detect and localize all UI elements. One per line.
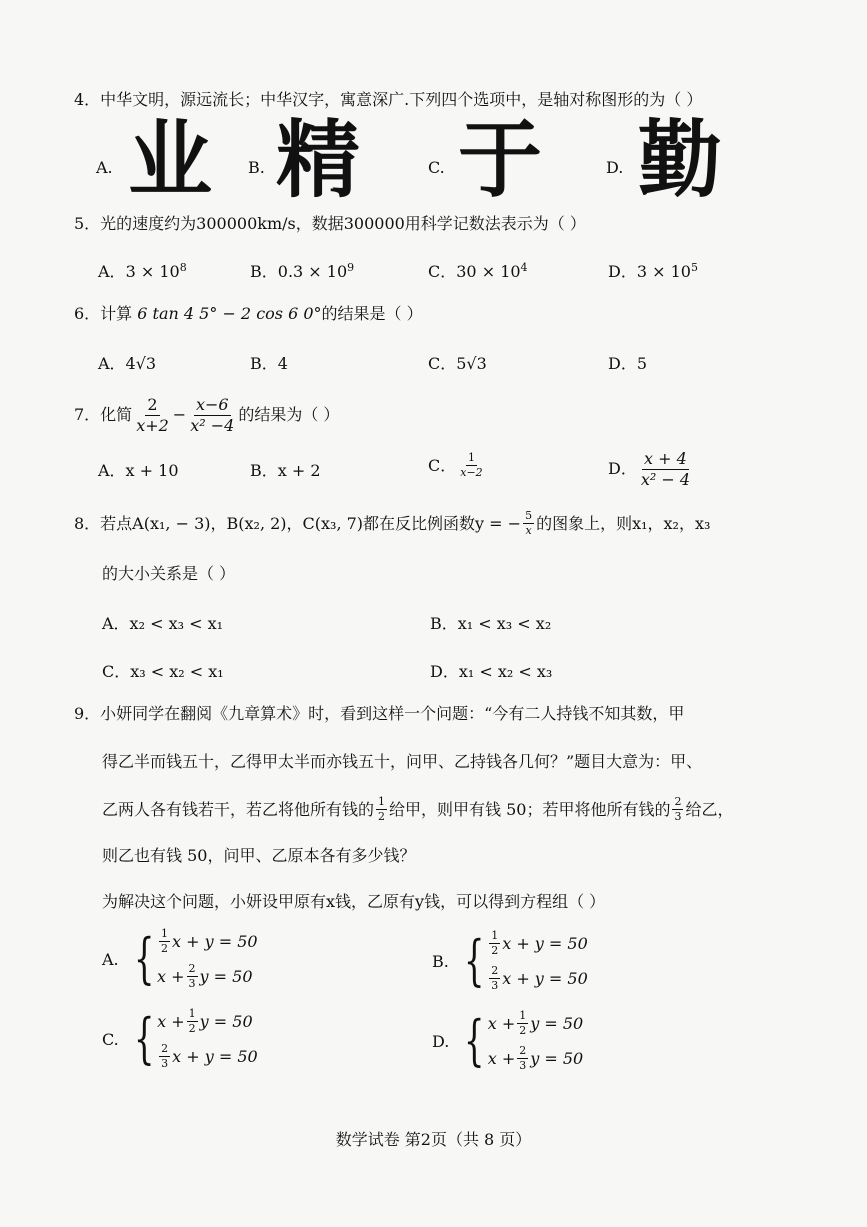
q6-option-d: D．5	[608, 354, 648, 373]
q4-option-a-char: 业	[128, 111, 213, 209]
q5-option-d: D．$3 \times 10^5$	[608, 261, 698, 281]
q4-option-c-char: 于	[458, 111, 543, 209]
q7-option-b: B．x + 2	[250, 461, 321, 480]
q9-option-c: C. { x + $\frac{1}{2}$ y = 50 2 3 x + y = 50	[102, 1007, 258, 1071]
q7-option-c: C． 1 x−2	[428, 451, 483, 480]
q6-option-c: C．5√3	[428, 354, 487, 373]
q9-line2: 得乙半而钱五十，乙得甲太半而亦钱五十，问甲、乙持钱各几何？”题目大意为：甲、	[102, 752, 703, 771]
q8-stem-line2: 的大小关系是（ ）	[102, 564, 236, 583]
q9-line4: 则乙也有钱 50，问甲、乙原本各有多少钱？	[102, 846, 416, 865]
q9-option-d: D. { x + $\frac{1}{2}$ y = 50 x + $\frac{2}{3}$ y = 50	[432, 1009, 584, 1073]
q9-option-a: A. { 1 2 x + y = 50 x + $\frac{2}{3}$ y = 50	[102, 927, 258, 991]
q6-stem: 6．计算 6 tan 4 5° − 2 cos 6 0°的结果是（ ）	[74, 304, 423, 323]
q9-line5: 为解决这个问题，小妍设甲原有x钱，乙原有y钱，可以得到方程组（ ）	[102, 892, 606, 911]
q7-fraction-2: $\frac{x-6}{\text{x² −4}}$	[190, 395, 235, 435]
q5-stem: 5．光的速度约为300000km/s，数据300000用科学记数法表示为（ ）	[74, 214, 586, 233]
q6-option-a: A．4√3	[98, 354, 157, 373]
q8-option-d: D．x₁ < x₂ < x₃	[430, 662, 553, 681]
q9-line3: 乙两人各有钱若干，若乙将他所有钱的 1 2 给甲，则甲有钱 50；若甲将他所有钱的 2 3 给乙，	[102, 795, 734, 824]
page-footer: 数学试卷 第2页（共 8 页）	[335, 1130, 532, 1149]
q9-line1: 9．小妍同学在翻阅《九章算术》时，看到这样一个问题：“今有二人持钱不知其数，甲	[74, 704, 685, 723]
q5-option-c: C．$30 \times 10^4$	[428, 261, 528, 281]
q8-option-a: A．x₂ < x₃ < x₁	[102, 614, 224, 633]
q7-option-d: D． x + 4 x² − 4	[608, 449, 691, 489]
q8-option-b: B．x₁ < x₃ < x₂	[430, 614, 552, 633]
q4-option-b-char: 精	[276, 111, 361, 209]
q8-stem: 8．若点A(x₁, − 3)，B(x₂, 2)，C(x₃, 7)都在反比例函数y = − $\frac{5}{x}$ 的图象上，则x₁，x₂，x₃	[74, 509, 711, 538]
q9-option-b: B. { 1 2 x + y = 50 2 3 x + y = 50	[432, 929, 588, 993]
q7-fraction-1: 2 x+2	[136, 395, 169, 435]
q4-option-b-label: B.	[248, 158, 265, 177]
q5-option-a: A．$3 \times 10^8$	[98, 261, 187, 281]
q4-stem: 4．中华文明，源远流长；中华汉字，寓意深广.下列四个选项中，是轴对称图形的为（ ）	[74, 90, 703, 109]
q6-option-b: B．4	[250, 354, 288, 373]
q4-option-a-label: A.	[96, 158, 113, 177]
q4-option-d-char: 勤	[638, 111, 723, 209]
q4-option-c-label: C.	[428, 158, 445, 177]
q4-option-d-label: D.	[606, 158, 624, 177]
q7-stem: 7．化简 2 x+2 − $\frac{x-6}{\text{x² −4}}$ 的结果为（ ）	[74, 395, 340, 435]
q7-option-a: A．x + 10	[98, 461, 179, 480]
q8-option-c: C．x₃ < x₂ < x₁	[102, 662, 224, 681]
q5-option-b: B．$0.3 \times 10^9$	[250, 261, 355, 281]
